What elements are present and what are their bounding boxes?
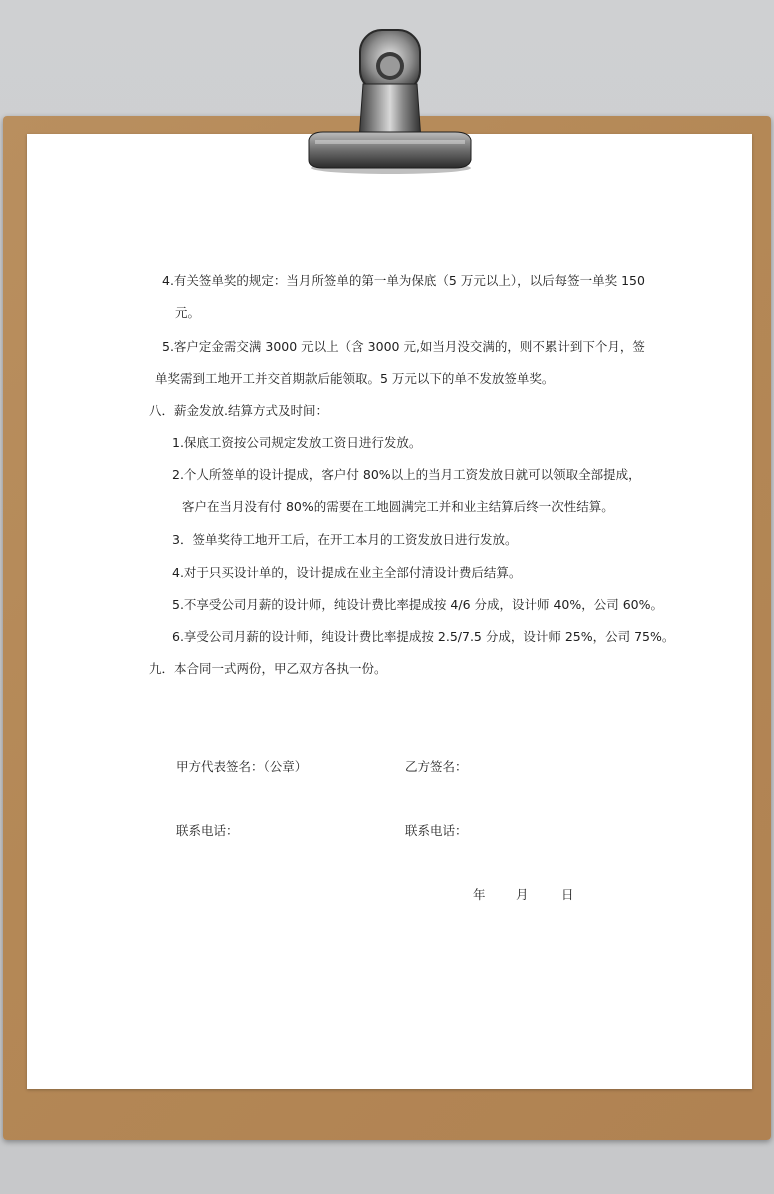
clause-5-line-2: 单奖需到工地开工并交首期款后能领取。5 万元以下的单不发放签单奖。 [155, 371, 555, 386]
binder-clip-icon [303, 28, 475, 178]
section-8-heading: 八．薪金发放.结算方式及时间： [149, 403, 328, 418]
party-a-phone-label: 联系电话： [176, 823, 239, 838]
section-8-item-3: 3．签单奖待工地开工后，在开工本月的工资发放日进行发放。 [172, 532, 518, 547]
section-8-item-2-line-1: 2.个人所签单的设计提成，客户付 80%以上的当月工资发放日就可以领取全部提成， [172, 467, 641, 482]
clause-4-line-2: 元。 [175, 305, 201, 320]
section-8-item-5: 5.不享受公司月薪的设计师，纯设计费比率提成按 4/6 分成，设计师 40%，公司 60%。 [172, 597, 664, 612]
clause-5-line-1: 5.客户定金需交满 3000 元以上（含 3000 元,如当月没交满的，则不累计到下个月，签 [162, 339, 645, 354]
section-9-heading: 九．本合同一式两份，甲乙双方各执一份。 [149, 661, 387, 676]
date-day-label: 日 [561, 887, 574, 902]
party-b-phone-label: 联系电话： [405, 823, 468, 838]
party-b-signature-label: 乙方签名： [405, 759, 468, 774]
section-8-item-2-line-2: 客户在当月没有付 80%的需要在工地圆满完工并和业主结算后终一次性结算。 [182, 499, 614, 514]
section-8-item-6: 6.享受公司月薪的设计师，纯设计费比率提成按 2.5/7.5 分成，设计师 25%，公司 75%。 [172, 629, 675, 644]
clause-4-line-1: 4.有关签单奖的规定：当月所签单的第一单为保底（5 万元以上），以后每签一单奖 150 [162, 273, 645, 288]
date-year-label: 年 [473, 887, 486, 902]
party-a-signature-label: 甲方代表签名：（公章） [176, 759, 308, 774]
section-8-item-4: 4.对于只买设计单的，设计提成在业主全部付清设计费后结算。 [172, 565, 522, 580]
section-8-item-1: 1.保底工资按公司规定发放工资日进行发放。 [172, 435, 422, 450]
date-month-label: 月 [516, 887, 529, 902]
